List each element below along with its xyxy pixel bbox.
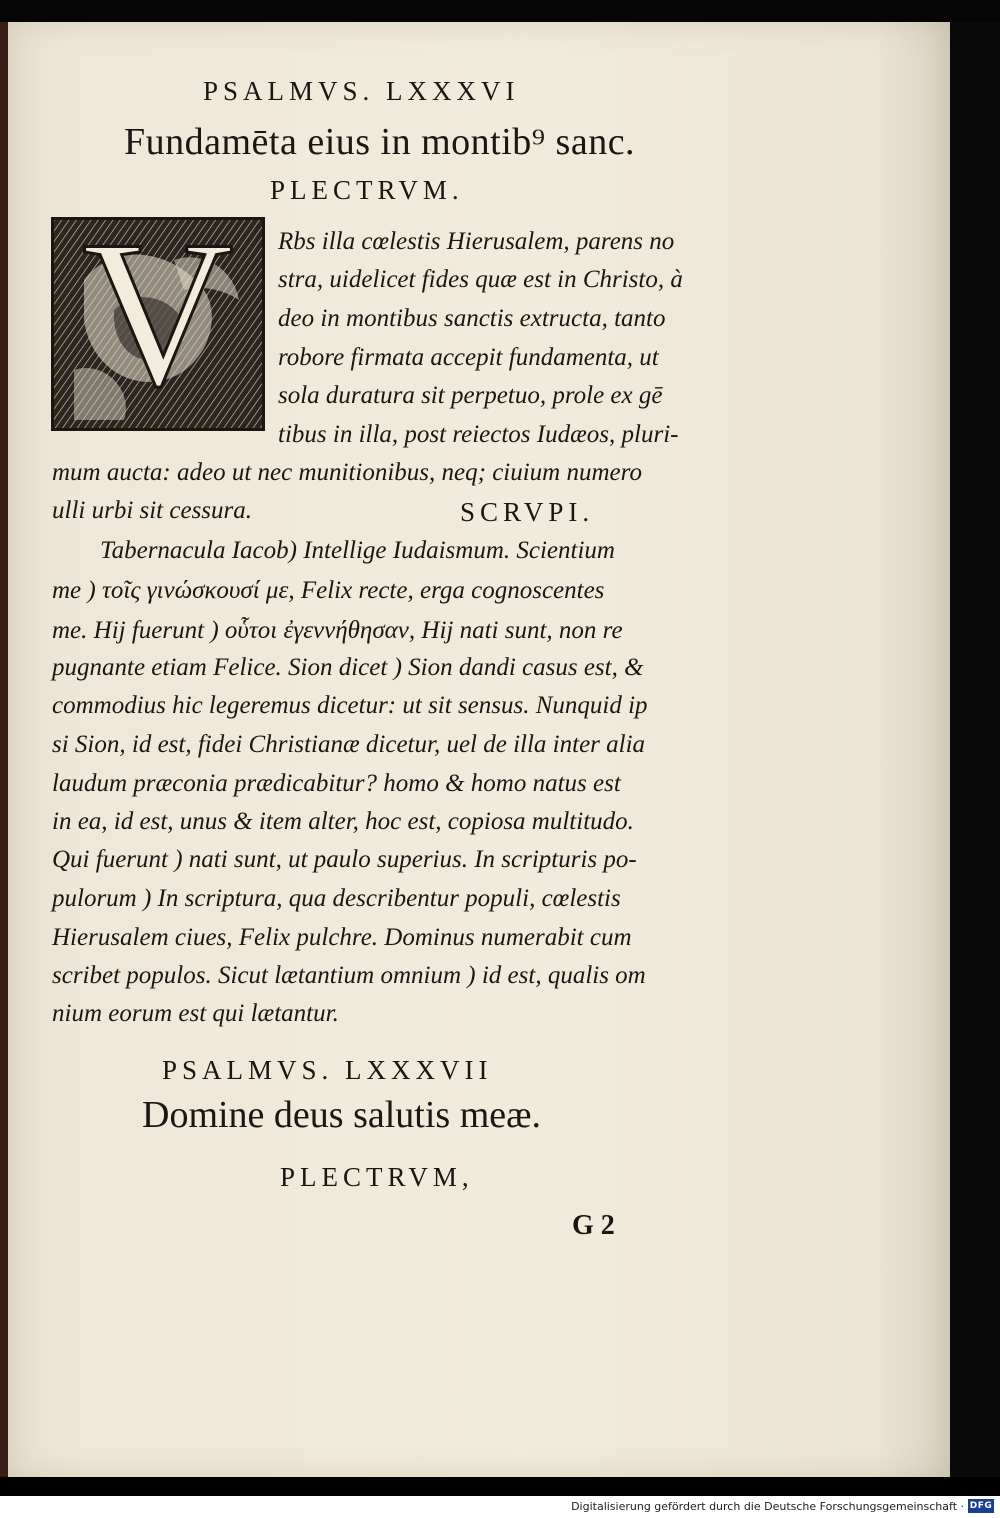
dfg-logo: DFG (969, 1501, 993, 1511)
scrupi-line: me ) τοῖς γινώσκουσί με, Felix recte, erga cognoscentes (52, 577, 605, 604)
scrupi-line: laudum præconia prædicabitur? homo & homo natus est (52, 770, 621, 797)
funding-credit: Digitalisierung gefördert durch die Deutsche Forschungsgemeinschaft · (571, 1500, 964, 1513)
scrupi-line: me. Hij fuerunt ) οὗτοι ἐγεννήθησαν, Hij nati sunt, non re (52, 617, 623, 644)
scrupi-line: pugnante etiam Felice. Sion dicet ) Sion dandi casus est, & (52, 654, 644, 681)
next-psalm-incipit: Domine deus salutis meæ. (142, 1094, 541, 1136)
scrupi-line: scribet populos. Sicut lætantium omnium ) id est, qualis om (52, 962, 646, 989)
scrupi-line: Hierusalem ciues, Felix pulchre. Dominus numerabit cum (52, 924, 632, 951)
scrupi-line: in ea, id est, unus & item alter, hoc est, copiosa multitudo. (52, 808, 634, 835)
scan-right-border (950, 22, 1000, 1477)
psalm-incipit: Fundamēta eius in montib⁹ sanc. (124, 121, 636, 163)
book-spine-edge (0, 22, 8, 1477)
plectrum-line: sola duratura sit perpetuo, prole ex gē (278, 382, 663, 409)
scrupi-line: si Sion, id est, fidei Christianæ dicetur, uel de illa inter alia (52, 731, 646, 758)
plectrum-heading: PLECTRVM. (270, 175, 464, 205)
psalm-header: PSALMVS. LXXXVI (203, 76, 520, 106)
plectrum-line: Rbs illa cœlestis Hierusalem, parens no (278, 228, 675, 255)
scrupi-heading: SCRVPI. (460, 497, 595, 527)
plectrum-line: ulli urbi sit cessura. (52, 497, 253, 524)
plectrum-line: deo in montibus sanctis extructa, tanto (278, 305, 666, 332)
scrupi-line: Tabernacula Iacob) Intellige Iudaismum. Scientium (100, 537, 615, 564)
plectrum-line: stra, uidelicet fides quæ est in Christo, à (278, 266, 683, 293)
next-plectrum-heading: PLECTRVM, (280, 1162, 474, 1192)
plectrum-line: robore firmata accepit fundamenta, ut (278, 344, 659, 371)
scrupi-line: commodius hic legeremus dicetur: ut sit sensus. Nunquid ip (52, 692, 648, 719)
scan-top-border (0, 0, 1000, 22)
plectrum-line: tibus in illa, post reiectos Iudæos, pluri- (278, 421, 679, 448)
signature-mark: G 2 (572, 1210, 615, 1241)
scrupi-line: Qui fuerunt ) nati sunt, ut paulo superius. In scripturis po- (52, 846, 637, 873)
woodcut-initial (51, 217, 265, 431)
scrupi-line: nium eorum est qui lætantur. (52, 1000, 339, 1027)
scrupi-line: pulorum ) In scriptura, qua describentur populi, cœlestis (52, 885, 621, 912)
plectrum-line: mum aucta: adeo ut nec munitionibus, neq; ciuium numero (52, 459, 642, 486)
initial-letter: V (82, 217, 234, 430)
footer-bar (0, 1496, 1000, 1518)
next-psalm-header: PSALMVS. LXXXVII (162, 1055, 493, 1085)
